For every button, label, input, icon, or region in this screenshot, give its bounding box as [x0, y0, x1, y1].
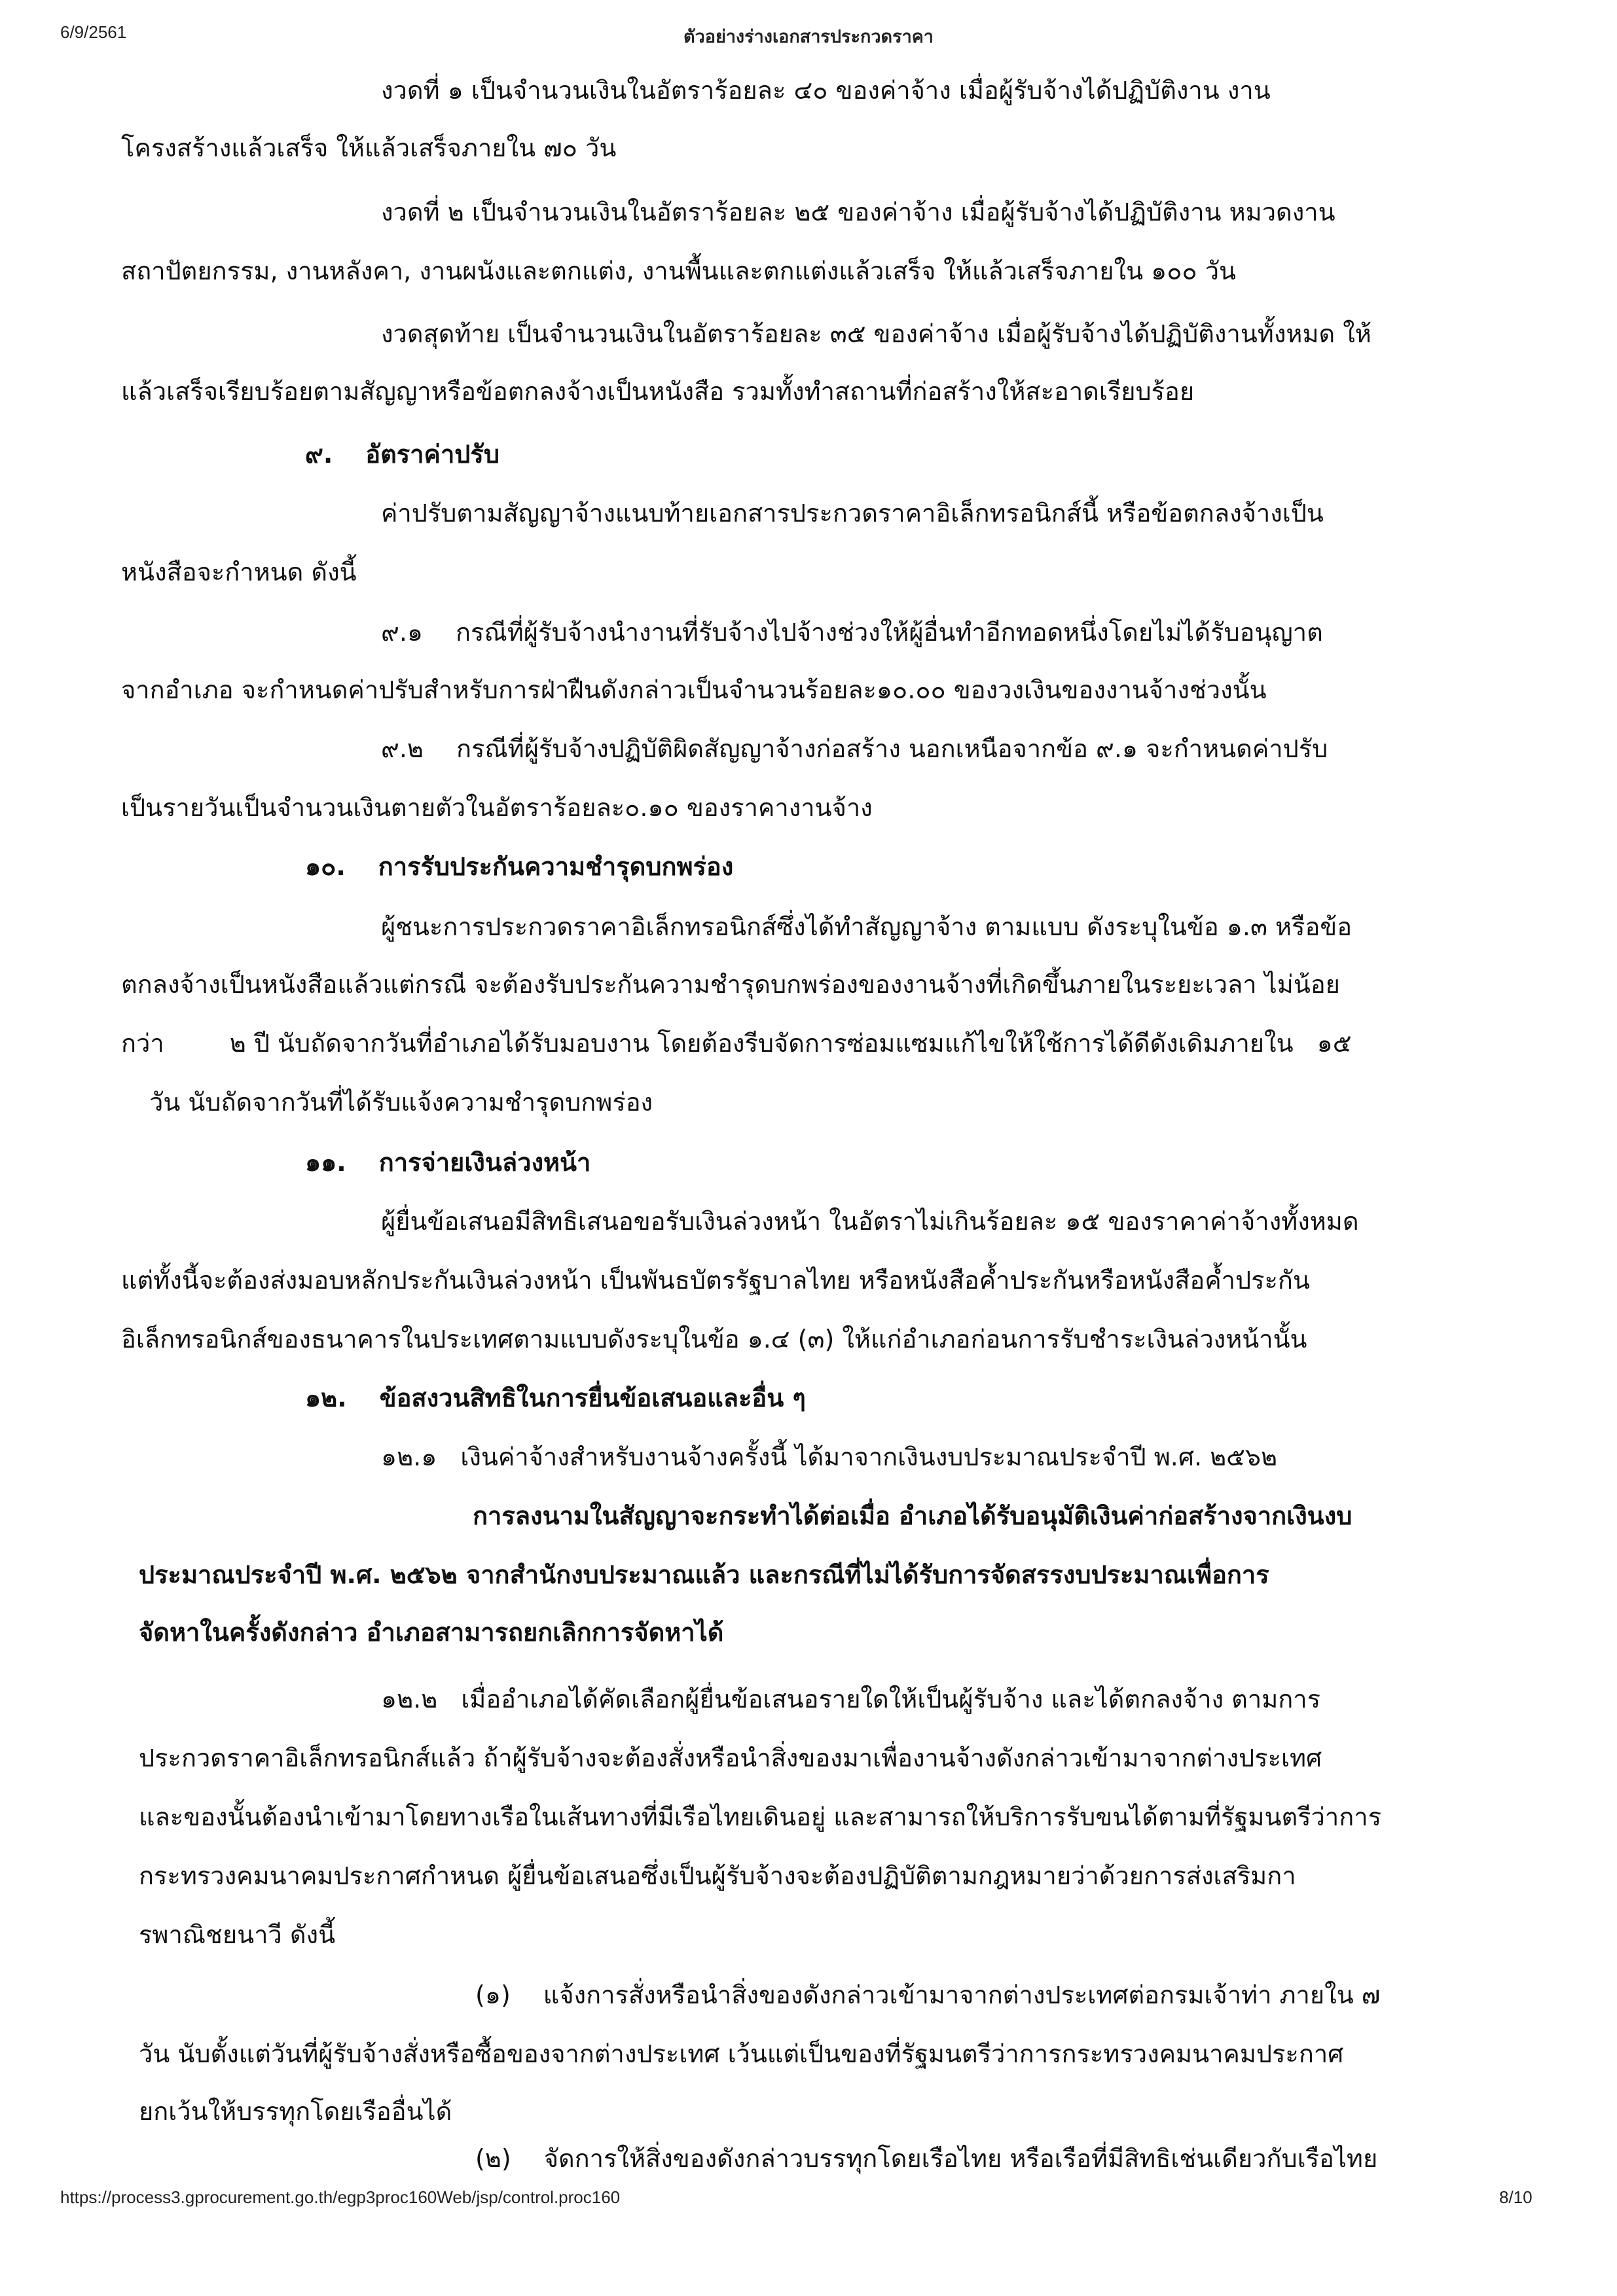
- paragraph-line: หนังสือจะกำหนด ดังนี้: [121, 558, 357, 586]
- section-title: การจ่ายเงินล่วงหน้า: [378, 1148, 591, 1177]
- subsection-9-1: [381, 615, 1323, 649]
- source-url: https://process3.gprocurement.go.th/egp3proc160Web/jsp/control.proc160: [60, 2187, 621, 2207]
- paragraph-line: และของนั้นต้องนำเข้ามาโดยทางเรือในเส้นทางที่มีเรือไทยเดินอยู่ และสามารถให้บริการรับขนได้ตามที่รัฐมนตรีว่าการ: [139, 1803, 1381, 1831]
- paragraph-text: กรณีที่ผู้รับจ้างปฏิบัติผิดสัญญาจ้างก่อสร้าง นอกเหนือจากข้อ ๙.๑ จะกำหนดค่าปรับ: [456, 734, 1328, 763]
- paragraph-line: ค่าปรับตามสัญญาจ้างแนบท้ายเอกสารประกวดราคาอิเล็กทรอนิกส์นี้ หรือข้อตกลงจ้างเป็น: [381, 499, 1324, 528]
- paragraph-line: เป็นรายวันเป็นจำนวนเงินตายตัวในอัตราร้อยละ๐.๑๐ ของราคางานจ้าง: [121, 793, 873, 822]
- section-title: การรับประกันความชำรุดบกพร่อง: [378, 852, 734, 881]
- subsection-number: ๙.๒: [381, 734, 424, 763]
- section-heading-12: [305, 1381, 806, 1415]
- paragraph-text: เมื่ออำเภอได้คัดเลือกผู้ยื่นข้อเสนอรายใดให้เป็นผู้รับจ้าง และได้ตกลงจ้าง ตามการ: [461, 1685, 1321, 1713]
- paragraph-line: รพาณิชยนาวี ดังนี้: [139, 1920, 336, 1949]
- section-number: ๑๒.: [305, 1384, 347, 1412]
- paragraph-text: เงินค่าจ้างสำหรับงานจ้างครั้งนี้ ได้มาจากเงินงบประมาณประจำปี พ.ศ. ๒๕๖๒: [460, 1443, 1278, 1471]
- subsection-9-2: [381, 732, 1328, 766]
- paragraph-text: จัดการให้สิ่งของดังกล่าวบรรทุกโดยเรือไทย หรือเรือที่มีสิทธิเช่นเดียวกับเรือไทย: [543, 2144, 1378, 2173]
- paragraph-line: วัน นับถัดจากวันที่ได้รับแจ้งความชำรุดบกพร่อง: [149, 1088, 653, 1117]
- paragraph-text: ๑๕: [1317, 1029, 1352, 1058]
- paragraph-line: การลงนามในสัญญาจะกระทำได้ต่อเมื่อ อำเภอได้รับอนุมัติเงินค่าก่อสร้างจากเงินงบ: [473, 1501, 1353, 1530]
- section-title: อัตราค่าปรับ: [365, 440, 500, 469]
- paragraph-line: งวดที่ ๒ เป็นจำนวนเงินในอัตราร้อยละ ๒๕ ของค่าจ้าง เมื่อผู้รับจ้างได้ปฏิบัติงาน หมวดงาน: [381, 198, 1335, 226]
- section-number: ๑๑.: [305, 1148, 346, 1177]
- paragraph-line: ตกลงจ้างเป็นหนังสือแล้วแต่กรณี จะต้องรับประกันความชำรุดบกพร่องของงานจ้างที่เกิดขึ้นภายในระยะเวลา ไม่น้อย: [121, 970, 1340, 999]
- paragraph-line: วัน นับตั้งแต่วันที่ผู้รับจ้างสั่งหรือซื้อของจากต่างประเทศ เว้นแต่เป็นของที่รัฐมนตรีว่าการกระทรวงคมนาคมประกาศ: [139, 2039, 1344, 2068]
- subsection-number: ๑๒.๒: [381, 1685, 438, 1713]
- item-number: (๒): [475, 2144, 511, 2173]
- section-title: ข้อสงวนสิทธิในการยื่นข้อเสนอและอื่น ๆ: [379, 1384, 806, 1412]
- print-date: 6/9/2561: [60, 22, 127, 42]
- paragraph-text: ๒ ปี นับถัดจากวันที่อำเภอได้รับมอบงาน โดยต้องรีบจัดการซ่อมแซมแก้ไขให้ใช้การได้ดีดังเดิมภายใน: [229, 1029, 1294, 1058]
- paragraph-line: จากอำเภอ จะกำหนดค่าปรับสำหรับการฝ่าฝืนดังกล่าวเป็นจำนวนร้อยละ๑๐.๐๐ ของวงเงินของงานจ้างช่วงนั้น: [121, 675, 1267, 704]
- paragraph-line: กระทรวงคมนาคมประกาศกำหนด ผู้ยื่นข้อเสนอซึ่งเป็นผู้รับจ้างจะต้องปฏิบัติตามกฎหมายว่าด้วยการส่งเสริมกา: [139, 1861, 1296, 1890]
- paragraph-line: [121, 1026, 1351, 1060]
- subsection-12-2: [381, 1682, 1320, 1716]
- item-2: [475, 2142, 1377, 2176]
- paragraph-line: จัดหาในครั้งดังกล่าว อำเภอสามารถยกเลิกการจัดหาได้: [139, 1618, 724, 1647]
- paragraph-line: งวดที่ ๑ เป็นจำนวนเงินในอัตราร้อยละ ๔๐ ของค่าจ้าง เมื่อผู้รับจ้างได้ปฏิบัติงาน งาน: [381, 76, 1271, 105]
- document-header-title: ตัวอย่างร่างเอกสารประกวดราคา: [683, 27, 934, 46]
- paragraph-line: ผู้ยื่นข้อเสนอมีสิทธิเสนอขอรับเงินล่วงหน้า ในอัตราไม่เกินร้อยละ ๑๕ ของราคาค่าจ้างทั้งหมด: [381, 1207, 1359, 1236]
- paragraph-text: กว่า: [121, 1029, 164, 1058]
- page-number: 8/10: [1499, 2187, 1533, 2207]
- section-heading-9: [305, 437, 500, 471]
- paragraph-line: ประกวดราคาอิเล็กทรอนิกส์แล้ว ถ้าผู้รับจ้างจะต้องสั่งหรือนำสิ่งของมาเพื่องานจ้างดังกล่าวเข้ามาจากต่างประเทศ: [139, 1744, 1322, 1772]
- subsection-number: ๙.๑: [381, 618, 424, 647]
- paragraph-line: งวดสุดท้าย เป็นจำนวนเงินในอัตราร้อยละ ๓๕ ของค่าจ้าง เมื่อผู้รับจ้างได้ปฏิบัติงานทั้งหมด ให้: [381, 319, 1372, 348]
- section-number: ๙.: [305, 440, 333, 469]
- paragraph-line: แต่ทั้งนี้จะต้องส่งมอบหลักประกันเงินล่วงหน้า เป็นพันธบัตรรัฐบาลไทย หรือหนังสือค้ำประกันหรือหนังสือค้ำประกัน: [121, 1266, 1310, 1295]
- paragraph-line: อิเล็กทรอนิกส์ของธนาคารในประเทศตามแบบดังระบุในข้อ ๑.๔ (๓) ให้แก่อำเภอก่อนการรับชำระเงินล่วงหน้านั้น: [121, 1325, 1307, 1354]
- paragraph-line: ผู้ชนะการประกวดราคาอิเล็กทรอนิกส์ซึ่งได้ทำสัญญาจ้าง ตามแบบ ดังระบุในข้อ ๑.๓ หรือข้อ: [381, 912, 1353, 941]
- subsection-number: ๑๒.๑: [381, 1443, 437, 1471]
- paragraph-line: ยกเว้นให้บรรทุกโดยเรืออื่นได้: [139, 2097, 452, 2126]
- item-number: (๑): [475, 1981, 511, 2009]
- section-heading-10: [305, 850, 733, 884]
- paragraph-text: แจ้งการสั่งหรือนำสิ่งของดังกล่าวเข้ามาจากต่างประเทศต่อกรมเจ้าท่า ภายใน ๗: [543, 1981, 1381, 2009]
- paragraph-text: กรณีที่ผู้รับจ้างนำงานที่รับจ้างไปจ้างช่วงให้ผู้อื่นทำอีกทอดหนึ่งโดยไม่ได้รับอนุญาต: [456, 618, 1323, 647]
- paragraph-line: แล้วเสร็จเรียบร้อยตามสัญญาหรือข้อตกลงจ้างเป็นหนังสือ รวมทั้งทำสถานที่ก่อสร้างให้สะอาดเรียบร้อย: [121, 377, 1195, 406]
- paragraph-line: ประมาณประจำปี พ.ศ. ๒๕๖๒ จากสำนักงบประมาณแล้ว และกรณีที่ไม่ได้รับการจัดสรรงบประมาณเพื่อการ: [139, 1560, 1269, 1589]
- section-heading-11: [305, 1145, 590, 1179]
- section-number: ๑๐.: [305, 852, 346, 881]
- paragraph-line: สถาปัตยกรรม, งานหลังคา, งานผนังและตกแต่ง, งานพื้นและตกแต่งแล้วเสร็จ ให้แล้วเสร็จภายใน ๑๐๐ วัน: [121, 257, 1237, 285]
- subsection-12-1: [381, 1440, 1277, 1474]
- paragraph-line: โครงสร้างแล้วเสร็จ ให้แล้วเสร็จภายใน ๗๐ วัน: [121, 134, 617, 162]
- item-1: [475, 1978, 1380, 2012]
